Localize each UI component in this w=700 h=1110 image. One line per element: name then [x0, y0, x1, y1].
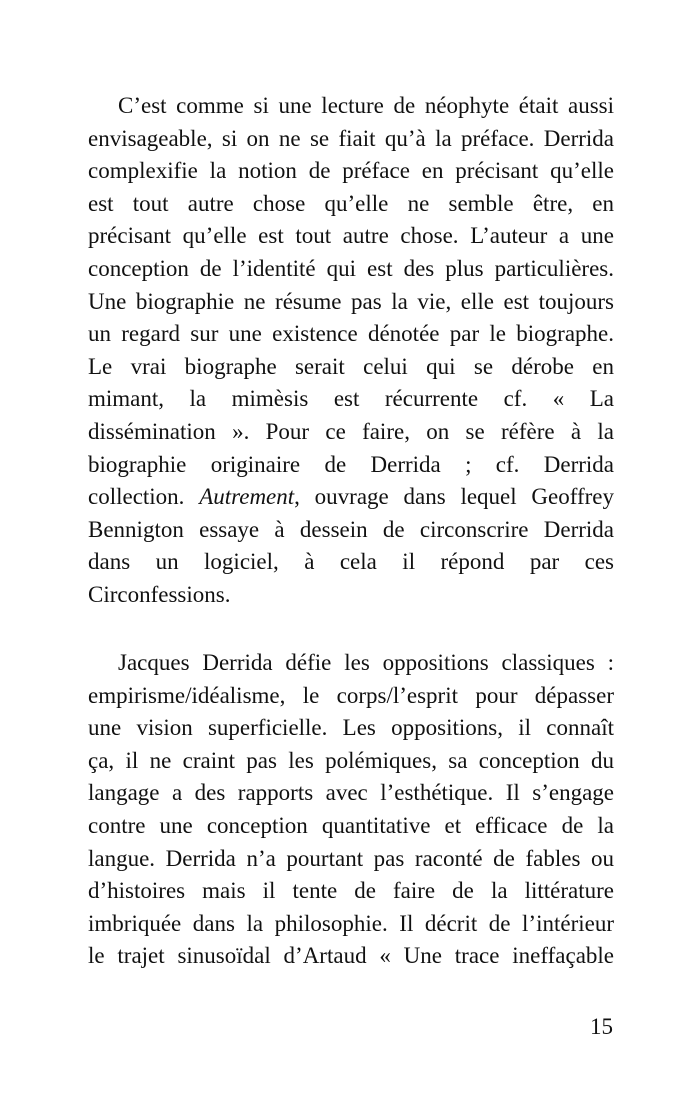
paragraph-line: mimant, la mimèsis est récurrente cf. « La [88, 386, 614, 412]
paragraph-line: Le vrai biographe serait celui qui se dérobe en [88, 353, 614, 379]
line-rest: , ouvrage dans lequel Geoffrey [294, 484, 614, 510]
italic-title: Autrement [199, 484, 295, 510]
paragraph-line: le trajet sinusoïdal d’Artaud « Une trace ineffaçable [88, 943, 614, 969]
paragraph-line: Bennigton essaye à dessein de circonscrire Derrida [88, 516, 614, 542]
paragraph-line: biographie originaire de Derrida ; cf. Derrida [88, 451, 614, 477]
line-start: collection. [88, 484, 185, 510]
paragraph-line: complexifie la notion de préface en précisant qu’elle [88, 158, 614, 184]
paragraph-line: imbriquée dans la philosophie. Il décrit de l’intérieur [88, 910, 614, 936]
paragraph-line: Circonfessions. [88, 581, 231, 607]
paragraph-line: langage a des rapports avec l’esthétique. Il s’engage [88, 780, 614, 806]
paragraph-line: dissémination ». Pour ce faire, on se réfère à la [88, 418, 614, 444]
paragraph-line: ça, il ne craint pas les polémiques, sa conception du [88, 747, 614, 773]
paragraph-line: un regard sur une existence dénotée par le biographe. [88, 321, 614, 347]
paragraph-line: précisant qu’elle est tout autre chose. L’auteur a une [88, 223, 614, 249]
page-number: 15 [590, 1014, 613, 1039]
paragraph-line: dans un logiciel, à cela il répond par ces [88, 549, 614, 575]
paragraph-line: une vision superficielle. Les oppositions, il connaît [88, 715, 614, 741]
paragraph-line: est tout autre chose qu’elle ne semble être, en [88, 190, 614, 216]
paragraph-line: langue. Derrida n’a pourtant pas raconté de fables ou [88, 845, 614, 871]
paragraph-line: conception de l’identité qui est des plus particulières. [88, 255, 614, 281]
paragraph-line: empirisme/idéalisme, le corps/l’esprit pour dépasser [88, 682, 614, 708]
paragraph-line: envisageable, si on ne se fiait qu’à la préface. Derrida [88, 125, 614, 151]
paragraph-line: d’histoires mais il tente de faire de la littérature [88, 878, 614, 904]
paragraph-1 [88, 90, 614, 612]
paragraph-line: C’est comme si une lecture de néophyte était aussi [118, 93, 614, 118]
paragraph-line: Jacques Derrida défie les oppositions classiques : [118, 650, 614, 675]
paragraph-line: Une biographie ne résume pas la vie, elle est toujours [88, 288, 614, 314]
paragraph-2 [88, 647, 614, 973]
paragraph-line: contre une conception quantitative et efficace de la [88, 812, 614, 838]
paragraph-line-with-italic [88, 481, 614, 514]
